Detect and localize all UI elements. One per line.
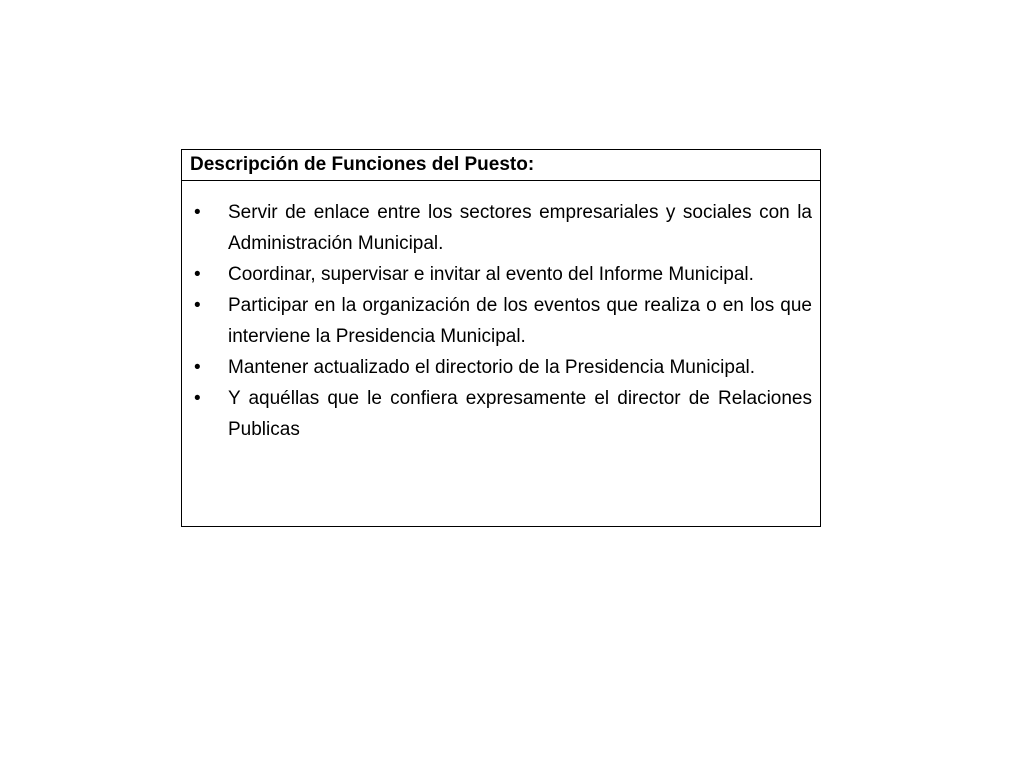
bullet-icon: • — [194, 202, 201, 223]
function-item-text: Coordinar, supervisar e invitar al evento del Informe Municipal. — [228, 264, 754, 285]
table-header-title: Descripción de Funciones del Puesto: — [190, 154, 535, 175]
function-item-2 — [190, 259, 812, 290]
function-item-text: Mantener actualizado el directorio de la Presidencia Municipal. — [228, 357, 756, 378]
bullet-icon: • — [194, 295, 201, 316]
functions-list — [190, 197, 812, 445]
function-item-5 — [190, 383, 812, 445]
function-item-text: Y aquéllas que le confiera expresamente el director de Relaciones Publicas — [228, 388, 812, 440]
bullet-icon: • — [194, 388, 201, 409]
function-item-text: Participar en la organización de los eventos que realiza o en los que interviene la Presidencia Municipal. — [228, 295, 812, 347]
bullet-icon: • — [194, 264, 201, 285]
table-body — [182, 181, 820, 526]
functions-table — [181, 149, 821, 527]
function-item-1 — [190, 197, 812, 259]
function-item-text: Servir de enlace entre los sectores empresariales y sociales con la Administración Municipal. — [228, 202, 812, 254]
function-item-4 — [190, 352, 812, 383]
bullet-icon: • — [194, 357, 201, 378]
table-header — [182, 150, 820, 181]
function-item-3 — [190, 290, 812, 352]
